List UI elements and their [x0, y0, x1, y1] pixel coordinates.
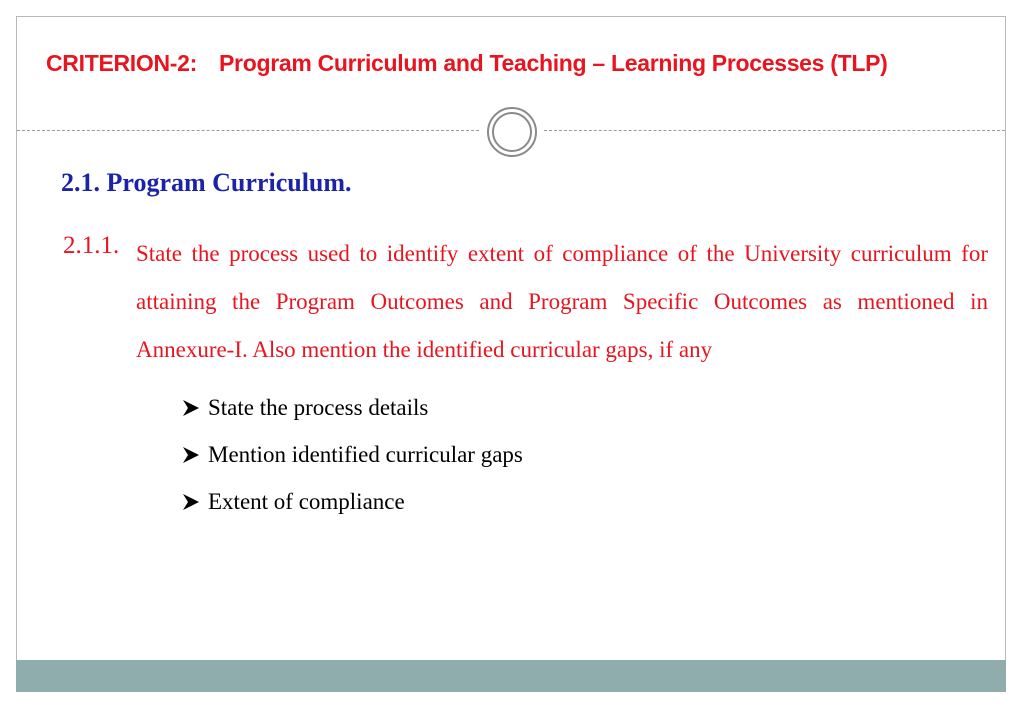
bullet-list — [180, 384, 523, 525]
bullet-text: Mention identified curricular gaps — [208, 442, 523, 467]
arrowhead-bullet-icon — [180, 492, 202, 512]
list-item — [180, 431, 523, 478]
criterion-title: Program Curriculum and Teaching – Learning Processes (TLP) — [219, 50, 888, 76]
slide-title — [46, 50, 888, 77]
arrowhead-bullet-icon — [180, 398, 202, 418]
bullet-text: State the process details — [208, 395, 429, 420]
title-divider-right — [544, 130, 1005, 131]
criterion-label: CRITERION-2: — [46, 50, 198, 76]
bullet-text: Extent of compliance — [208, 489, 405, 514]
list-item — [180, 384, 523, 431]
list-item — [180, 478, 523, 525]
double-ring-icon — [486, 106, 538, 158]
footer-bar — [16, 660, 1006, 692]
arrowhead-bullet-icon — [180, 445, 202, 465]
subsection-text: State the process used to identify extent of compliance of the University curriculum for attaining the Program Outcomes and Program Specific Outcomes as mentioned in Annexure-I. Also mention the identified curricular gaps, if any — [136, 241, 988, 362]
title-divider-left — [17, 130, 479, 131]
subsection-number: 2.1.1. — [63, 232, 120, 259]
section-heading: 2.1. Program Curriculum. — [61, 168, 352, 197]
